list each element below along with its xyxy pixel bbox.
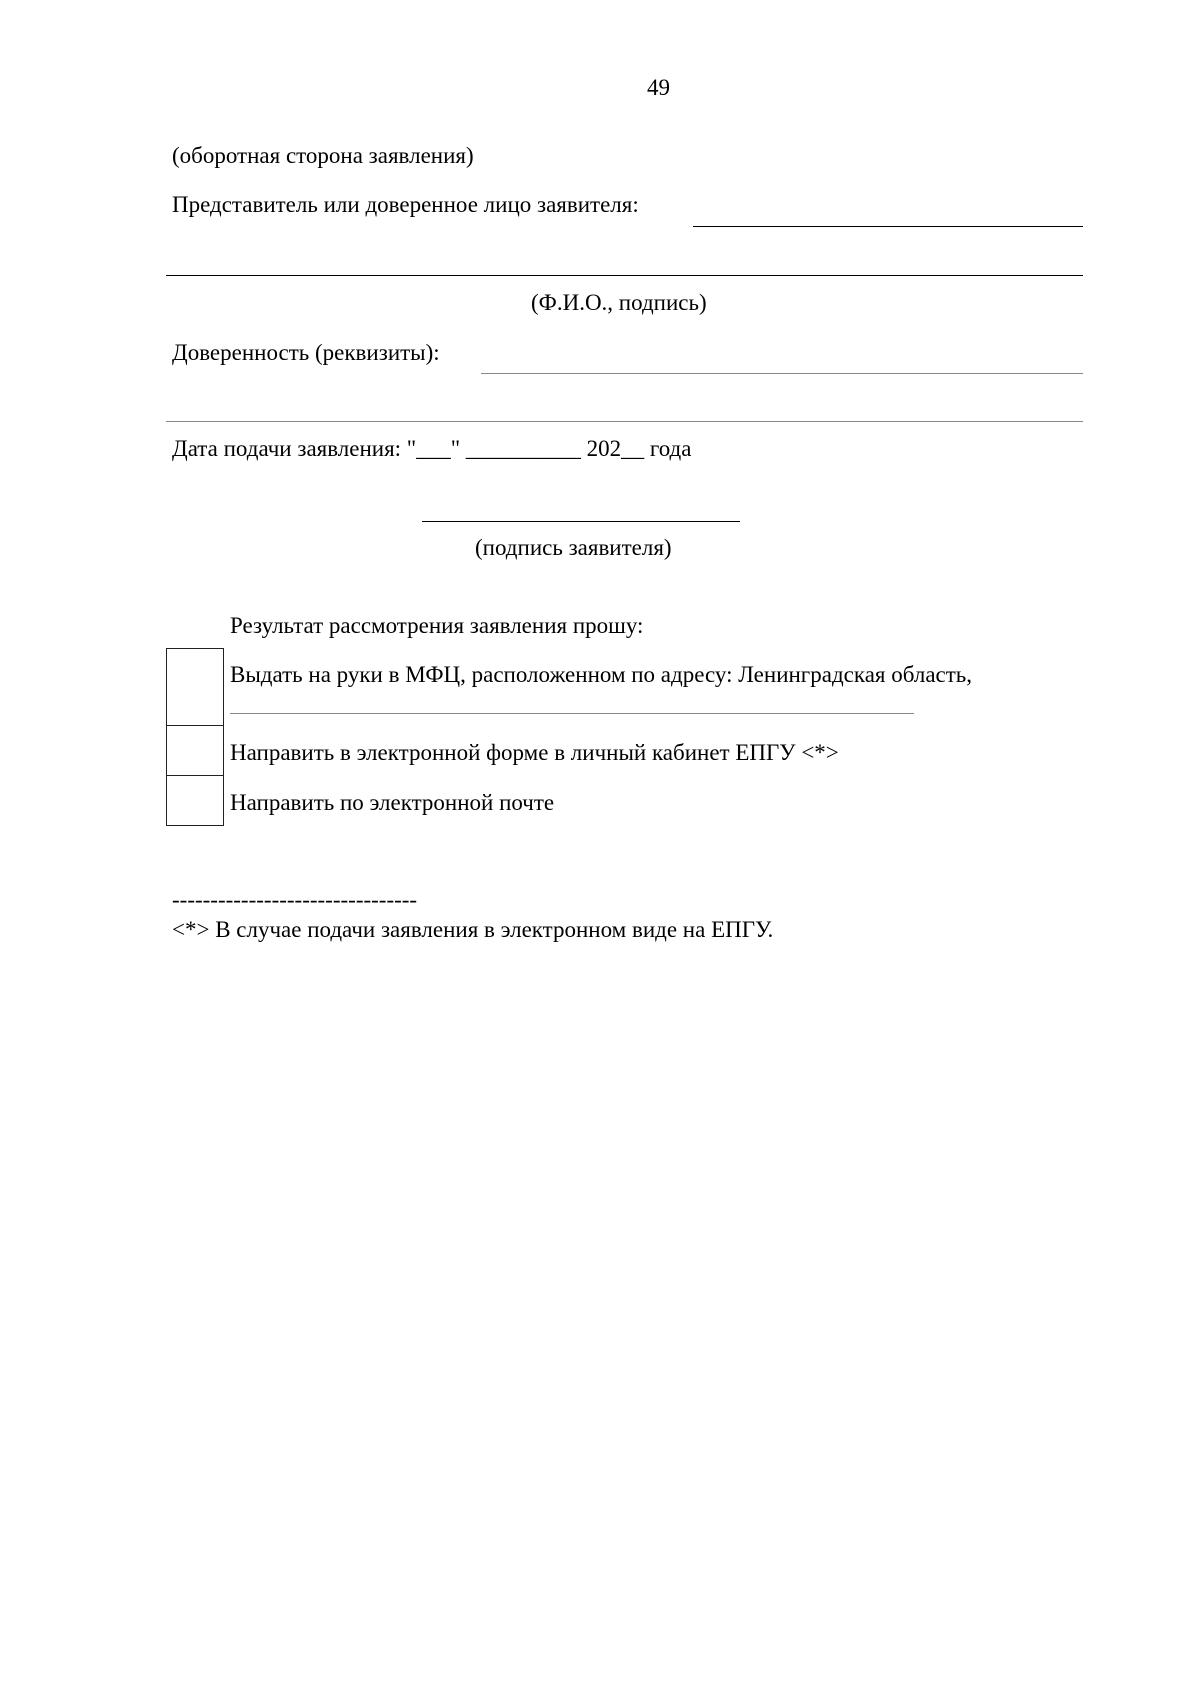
power-of-attorney-label: Доверенность (реквизиты): bbox=[172, 340, 440, 365]
representative-label: Представитель или доверенное лицо заявителя: bbox=[172, 192, 639, 217]
submission-date: Дата подачи заявления: "___" __________ 202__ года bbox=[172, 436, 692, 461]
fio-signature-caption: (Ф.И.О., подпись) bbox=[531, 290, 707, 315]
reverse-side-note: (оборотная сторона заявления) bbox=[172, 143, 474, 168]
option-checkbox-email[interactable] bbox=[166, 775, 224, 826]
applicant-signature-caption: (подпись заявителя) bbox=[475, 535, 672, 560]
applicant-signature-line[interactable] bbox=[422, 521, 740, 522]
result-prompt: Результат рассмотрения заявления прошу: bbox=[230, 613, 644, 638]
option-label-mfc: Выдать на руки в МФЦ, расположенном по адресу: Ленинградская область, bbox=[230, 662, 973, 687]
footnote-separator: -------------------------------- bbox=[172, 887, 418, 912]
option-label-epgu: Направить в электронной форме в личный кабинет ЕПГУ <*> bbox=[230, 740, 839, 765]
power-of-attorney-fill-line[interactable] bbox=[481, 373, 1083, 374]
power-of-attorney-fill-line-2[interactable] bbox=[166, 421, 1083, 422]
footnote-text: <*> В случае подачи заявления в электронном виде на ЕПГУ. bbox=[172, 917, 774, 942]
option-checkbox-epgu[interactable] bbox=[166, 725, 224, 776]
option-checkbox-mfc[interactable] bbox=[166, 648, 224, 726]
page-number: 49 bbox=[647, 75, 670, 100]
option-label-email: Направить по электронной почте bbox=[230, 790, 555, 815]
representative-fill-line[interactable] bbox=[693, 226, 1083, 227]
mfc-address-fill-line[interactable] bbox=[230, 713, 914, 714]
representative-fill-line-2[interactable] bbox=[166, 275, 1083, 276]
